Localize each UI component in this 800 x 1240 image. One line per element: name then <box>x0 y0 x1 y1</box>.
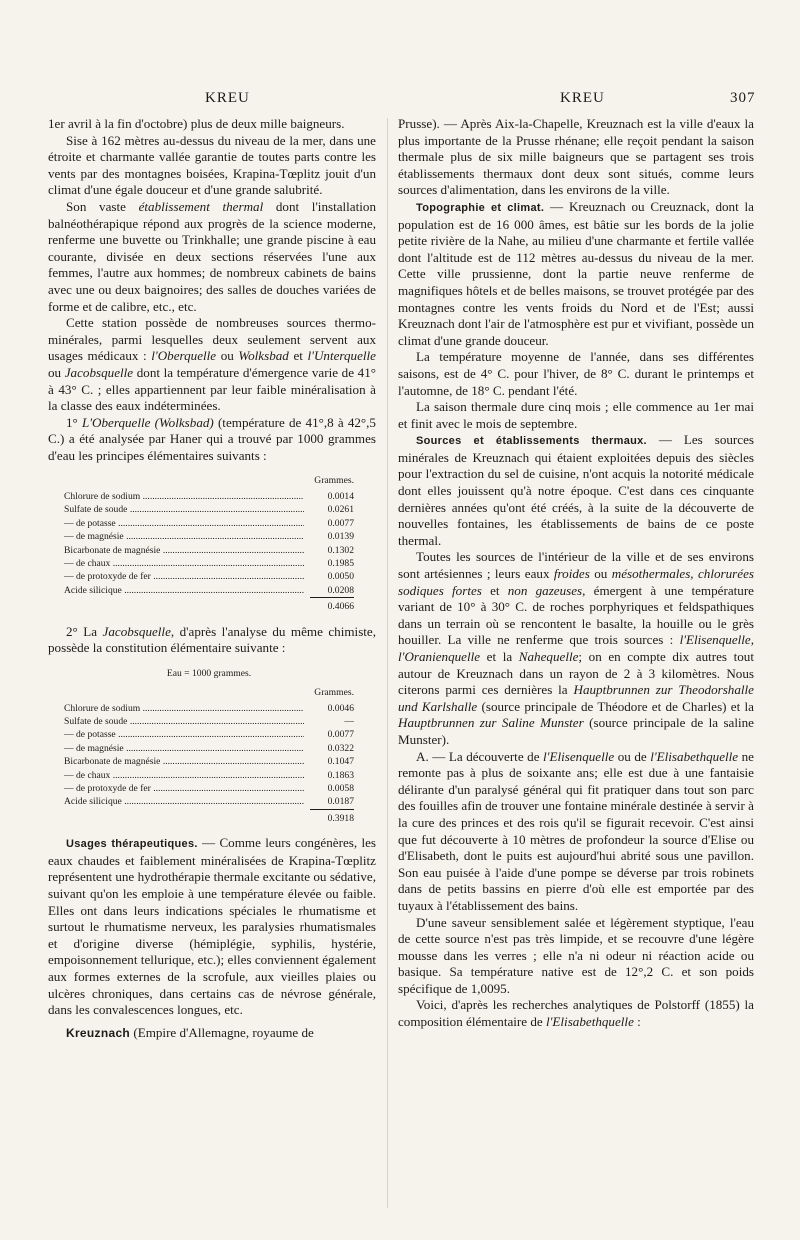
table-row <box>64 490 354 503</box>
paragraph: 1er avril à la fin d'octobre) plus de deux mille baigneurs. <box>48 116 345 131</box>
table-cell-label: Acide silicique ..... <box>64 584 304 597</box>
table-cell-value: 0.1863 <box>327 769 354 781</box>
analysis-table-oberquelle <box>64 474 354 613</box>
table-total: 0.3918 <box>64 809 354 825</box>
table-row <box>64 782 354 795</box>
table-row <box>64 742 354 755</box>
paragraph: Cette station possède de nombreuses sources thermo-minérales, parmi lesquelles deux seulement servent aux usages médicaux : l'Oberquelle ou Wolksbad et l'Unterquelle ou Jacobsquelle dont la température d'émergence varie de 41° à 43° C. ; elles appartiennent par leur faible minéralisation à la classe des eaux indéterminées. <box>48 315 376 414</box>
table-cell-label: Bicarbonate de magnésie ..... <box>64 755 304 768</box>
table-row <box>64 755 354 768</box>
paragraph: Usages thérapeutiques. — Comme leurs congénères, les eaux chaudes et faiblement minéralisées de Krapina-Tœplitz représentent une hydrothérapie thermale excitante ou sédative, suivant qu'on les emploie à une température élevée ou faible. Elles ont dans leurs indications spéciales le rhumatisme et surtout le rhumatisme nerveux, les paralysies rhumatismales et d'origine diverse (hémiplégie, syphilis, hystérie, empoisonnement tellurique, etc.); elles conviennent également aux formes externes de la scrofule, aux vieilles plaies ou ulcères chroniques, dans certains cas de névrose générale, dans les convalescences longues, etc. <box>48 835 376 1018</box>
table-row <box>64 769 354 782</box>
paragraph: Prusse). — Après Aix-la-Chapelle, Kreuznach est la ville d'eaux la plus importante de la Prusse rhénane; elle reçoit pendant la saison thermale plus de six mille baigneurs que se partagent ses trois établissements thermaux dont deux sont situés, comme leurs sources d'alimentation, dans les environs de la ville. <box>398 116 754 198</box>
table-cell-label: — de magnésie ..... <box>64 530 304 543</box>
section-heading: Sources et établissements thermaux. <box>416 435 647 448</box>
table-cell-label: Chlorure de sodium ..... <box>64 702 304 715</box>
column-divider <box>387 118 388 1208</box>
table-cell-value: 0.1302 <box>327 544 354 556</box>
table-cell-value: 0.0077 <box>327 517 354 529</box>
paragraph: A. — La découverte de l'Elisenquelle ou de l'Elisabethquelle ne remonte pas à plus de soixante ans; elle est due à une fantaisie délirante d'un paralysé général qui fit pratiquer dans tout son parc des fouilles afin de trouver une fontaine minérale destinée à servir à la cure des princes et des rois qu'il se figurait recevoir. C'est ainsi que fut découverte à 10 mètres de profondeur la source d'Elise ou d'Elisabeth, dont le puits est aujourd'hui abrité sous une pavillon. Son eau puisée à l'aide d'une pompe se déverse par trois robinets dans de petits bassins en pierre d'où elle est emportée par des tuyaux à l'établissement des bains. <box>398 748 754 913</box>
table-row <box>64 530 354 543</box>
analysis-table-jacobsquelle <box>64 667 354 825</box>
table-cell-value: 0.0014 <box>327 490 354 502</box>
table-cell-value: — <box>344 715 354 727</box>
table-cell-value: 0.0058 <box>327 782 354 794</box>
table-cell-value: 0.1985 <box>327 557 354 569</box>
paragraph: Sise à 162 mètres au-dessus du niveau de la mer, dans une étroite et charmante vallée garantie de toutes parts contre les vents par des montagnes boisées, Krapina-Tœplitz jouit d'un climat d'une égale douceur et d'une grande salubrité. <box>48 132 376 198</box>
table-cell-value: 0.0139 <box>327 531 354 543</box>
paragraph: Voici, d'après les recherches analytiques de Polstorff (1855) la composition élémentaire de l'Elisabethquelle : <box>398 997 754 1030</box>
entry-heading: Kreuznach <box>66 1025 131 1040</box>
table-row <box>64 584 354 597</box>
table-cell-label: Acide silicique ..... <box>64 795 304 808</box>
table-unit: Grammes. <box>314 475 354 487</box>
paragraph: La température moyenne de l'année, dans ses différentes saisons, est de 4° C. pour l'hiver, de 8° C. durant le printemps et l'automne, de 18° C. pendant l'été. <box>398 349 754 398</box>
paragraph: 1° L'Oberquelle (Wolksbad) (température de 41°,8 à 42°,5 C.) a été analysée par Haner qui a trouvé par 1000 grammes d'eau les principes élémentaires suivants : <box>48 414 376 463</box>
table-cell-value: 0.0322 <box>327 742 354 754</box>
paragraph: Toutes les sources de l'intérieur de la ville et de ses environs sont artésiennes ; leurs eaux froides ou mésothermales, chlorurées sodiques fortes et non gazeuses, émergent à une température variant de 10° à 30° C. de roches porphyriques et feldspathiques dans un terrain où se rencontent le basalte, la houille ou le grès houiller. La ville ne renferme que trois sources : l'Elisenquelle, l'Oranienquelle et la Nahequelle; on en compte dix autres tout autour de Kreuznach dans un rayon de 2 à 3 kilomètres. Nous citerons parmi ces dernières la Hauptbrunnen zur Theodorshalle und Karlshalle (source principale de Théodore et de Charles) et la Hauptbrunnen zur Saline Munster (source principale de la saline Munster). <box>398 549 754 747</box>
running-head-right: KREU <box>560 90 605 106</box>
table-cell-label: — de magnésie ..... <box>64 742 304 755</box>
table-total: 0.4066 <box>64 597 354 613</box>
table-row <box>64 795 354 808</box>
table-cell-label: — de chaux ..... <box>64 557 304 570</box>
table-unit: Grammes. <box>314 687 354 699</box>
table-cell-label: — de chaux ..... <box>64 769 304 782</box>
paragraph: Son vaste établissement thermal dont l'installation balnéothérapique répond aux progrès de la science moderne, renferme une buvette ou Trinkhalle; une grande piscine à eau courante, divisée en deux sections réservées l'une aux femmes, l'autre aux hommes; de nombreux cabinets de bains avec une ou deux baignoires; des salles de douches variées de forme et de calibre, etc., etc. <box>48 198 376 314</box>
table-row <box>64 715 354 728</box>
right-column <box>398 116 754 1031</box>
running-head-left: KREU <box>205 90 250 106</box>
table-cell-value: 0.0187 <box>327 796 354 808</box>
table-cell-value: 0.1047 <box>327 756 354 768</box>
table-title: Eau = 1000 grammes. <box>166 667 252 679</box>
paragraph: D'une saveur sensiblement salée et légèrement styptique, l'eau de cette source n'est pas très limpide, et se recouvre d'une légère mousse dans les verres ; elle n'a ni odeur ni réaction acide ou basique. Sa température native est de 12°,2 C. et son poids spécifique de 1,0095. <box>398 914 754 996</box>
paragraph: 2° La Jacobsquelle, d'après l'analyse du même chimiste, possède la constitution élémentaire suivante : <box>48 623 377 656</box>
table-row <box>64 544 354 557</box>
table-cell-value: 0.0077 <box>327 729 354 741</box>
section-heading: Usages thérapeutiques. <box>66 838 198 851</box>
table-cell-value: 0.0046 <box>327 702 354 714</box>
section-heading: Topographie et climat. <box>416 201 545 214</box>
table-row <box>64 728 354 741</box>
table-cell-value: 0.0261 <box>327 504 354 516</box>
paragraph: Kreuznach (Empire d'Allemagne, royaume de <box>66 1024 314 1040</box>
table-cell-label: Bicarbonate de magnésie ..... <box>64 544 304 557</box>
table-cell-value: 0.0050 <box>327 571 354 583</box>
table-cell-label: — de potasse ..... <box>64 728 304 741</box>
table-row <box>64 570 354 583</box>
table-cell-label: Sulfate de soude ..... <box>64 503 304 516</box>
paragraph: Topographie et climat. — Kreuznach ou Creuznack, dont la population est de 16 000 âmes, est bâtie sur les bords de la jolie petite rivière de la Nahe, au milieu d'une charmante et fertile vallée dont l'altitude est de 112 mètres au-dessus du niveau de la mer. Cette ville prussienne, dont la partie neuve renferme de magnifiques hôtels et de belles maisons, se trouvet protégée par des montagnes contre les vents froids du Nord et de l'Est; aussi Kreuznach dont l'air de l'atmosphère est pur et vivifiant, possède un climat d'une grande douceur. <box>398 198 754 348</box>
left-column <box>48 116 376 1041</box>
paragraph: La saison thermale dure cinq mois ; elle commence au 1er mai et finit avec le mois de septembre. <box>398 399 754 431</box>
table-row <box>64 517 354 530</box>
table-cell-value: 0.0208 <box>327 584 354 596</box>
table-cell-label: Chlorure de sodium ..... <box>64 490 304 503</box>
table-cell-label: Sulfate de soude ..... <box>64 715 304 728</box>
table-row <box>64 557 354 570</box>
table-cell-label: — de protoxyde de fer ..... <box>64 782 304 795</box>
table-row <box>64 503 354 516</box>
page-number: 307 <box>730 90 756 106</box>
table-cell-label: — de protoxyde de fer ..... <box>64 570 304 583</box>
table-cell-label: — de potasse ..... <box>64 517 304 530</box>
table-row <box>64 702 354 715</box>
paragraph: Sources et établissements thermaux. — Les sources minérales de Kreuznach qui étaient exploitées depuis des siècles pour l'extraction du sel de cuisine, n'ont acquis la notorité médicale dont elles jouissent qu'à notre époque. C'est dans ces cinquante dernières années qu'ont été créés, à la suite de la découverte de nouvelles fontaines, les établissements de bains de ce poste thermal. <box>398 432 754 548</box>
